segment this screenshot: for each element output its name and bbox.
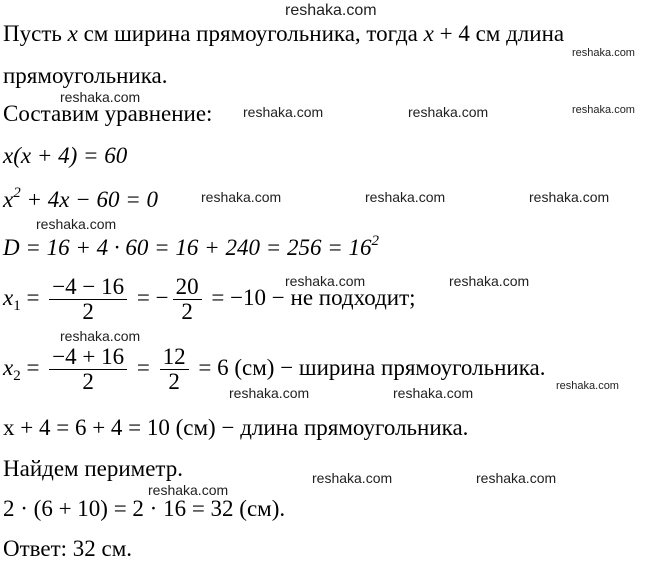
perimeter-calculation: 2 · (6 + 10) = 2 · 16 = 32 (см). [3,496,286,521]
watermark: reshaka.com [285,273,366,289]
perimeter-heading: Найдем периметр. [3,456,184,481]
watermark: reshaka.com [60,328,141,344]
watermark: reshaka.com [148,482,229,498]
root-x2-line: $x_2$ = $\frac{-4 + 16}{2}$ = $\frac{12}{2}$ = 6 (см) − ширина прямоугольника. [3,344,546,395]
watermark: reshaka.com [476,470,557,486]
equation-1: x(x + 4) = 60 [3,143,128,168]
x1-fraction: $\frac{-4 - 16}{2}$ [49,275,127,324]
watermark: reshaka.com [449,273,530,289]
x1-fraction-simplified: $\frac{20}{2}$ [173,275,202,324]
watermark: reshaka.com [36,216,117,232]
watermark: reshaka.com [529,189,610,205]
watermark: reshaka.com [60,89,141,105]
answer-line: Ответ: 32 см. [3,536,133,561]
watermark: reshaka.com [393,385,474,401]
compose-equation-text: Составим уравнение: [3,101,213,126]
watermark: reshaka.com [201,189,282,205]
watermark: reshaka.com [408,104,489,120]
watermark: reshaka.com [365,189,446,205]
discriminant-line: $D = 16 + 4 \cdot 60 = 16 + 240 = 256 = 16^2$ [3,233,379,260]
x2-fraction: $\frac{-4 + 16}{2}$ [49,345,127,394]
equation-2: $x^2 + 4x - 60 = 0$ [3,185,158,212]
intro-line-2: прямоугольника. [3,63,168,88]
x2-fraction-simplified: $\frac{12}{2}$ [160,345,189,394]
watermark: reshaka.com [312,470,393,486]
intro-line-1: Пусть x см ширина прямоугольника, тогда x + 4 см длина [3,21,565,46]
root-x1-line: $x_1$ = $\frac{-4 - 16}{2}$ = − $\frac{20}{2}$ = −10 − не подходит; [3,274,416,325]
watermark: reshaka.com [572,104,635,116]
watermark: reshaka.com [556,380,619,392]
watermark: reshaka.com [572,47,635,59]
watermark: reshaka.com [229,385,310,401]
header-watermark: reshaka.com [285,2,377,19]
length-line: x + 4 = 6 + 4 = 10 (см) − длина прямоугольника. [3,415,469,440]
watermark: reshaka.com [243,104,324,120]
